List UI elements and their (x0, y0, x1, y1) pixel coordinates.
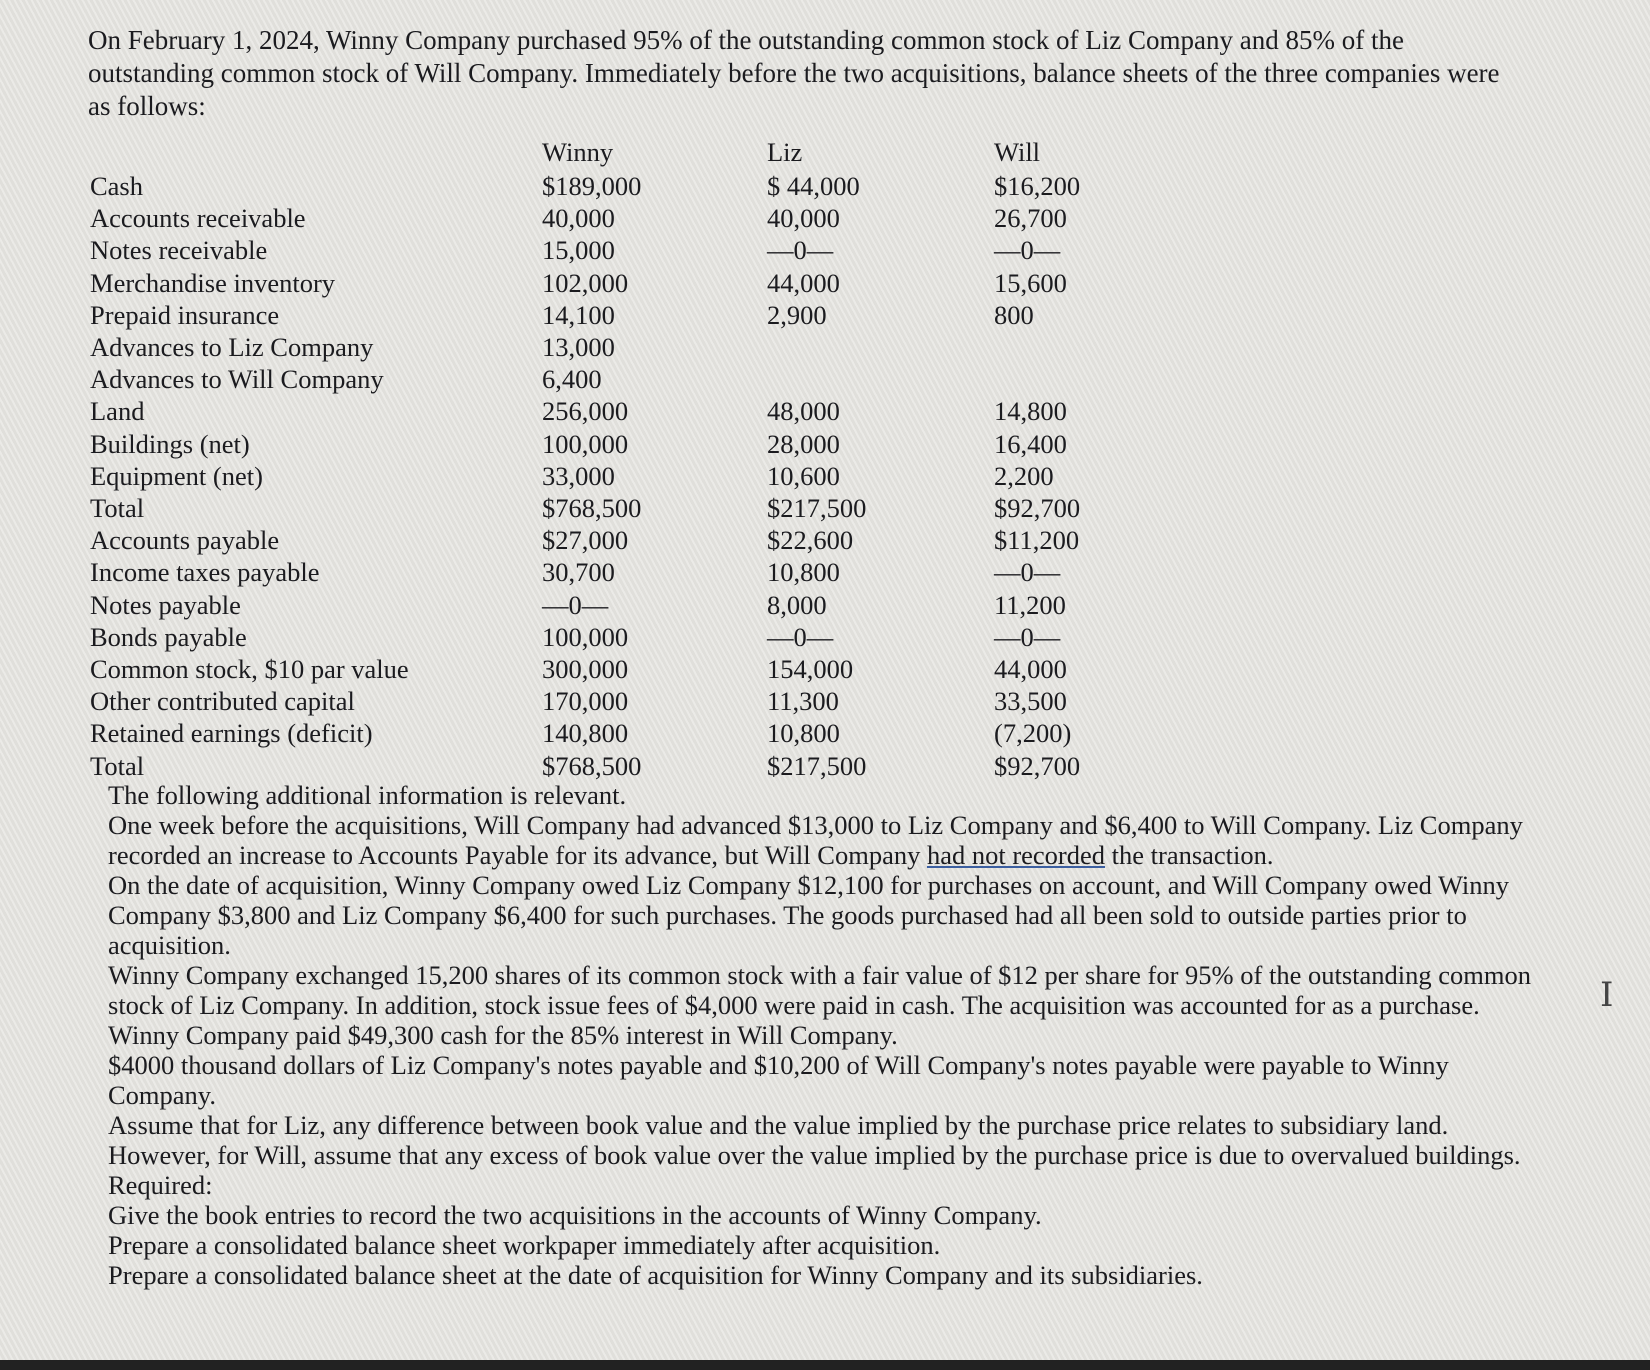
row-label: Total (90, 493, 145, 524)
balance-sheet-body (90, 170, 1144, 782)
row-label: Buildings (net) (90, 428, 250, 459)
row-label: Land (90, 396, 145, 427)
winny-value: $768,500 (542, 750, 642, 781)
row-label: Advances to Will Company (90, 364, 384, 395)
winny-value: 14,100 (542, 299, 615, 330)
row-label: Total (90, 750, 145, 781)
winny-value: 256,000 (542, 396, 629, 427)
additional-info (108, 780, 1548, 1290)
row-label: Merchandise inventory (90, 267, 336, 298)
liz-value: 154,000 (767, 654, 854, 685)
table-row (90, 621, 1144, 653)
header-winny: Winny (542, 137, 614, 167)
winny-value: 100,000 (542, 428, 629, 459)
required-item-3: Prepare a consolidated balance sheet at the date of acquisition for Winny Company and its subsidiaries. (108, 1260, 1203, 1290)
liz-value: $22,600 (767, 525, 854, 556)
info-liz-exchange: Winny Company exchanged 15,200 shares of its common stock with a fair value of $12 per share for 95% of the outstanding common stock of Liz Company. In addition, stock issue fees of $4,000 were paid in cash. The acquisition was accounted for as a purchase. (108, 960, 1531, 1020)
liz-value: 8,000 (767, 589, 827, 620)
balance-sheet-table (90, 134, 1144, 782)
required-item-2: Prepare a consolidated balance sheet workpaper immediately after acquisition. (108, 1230, 941, 1260)
winny-value: 30,700 (542, 557, 615, 588)
will-value: —0— (994, 557, 1061, 588)
row-label: Accounts payable (90, 525, 280, 556)
will-value: (7,200) (994, 718, 1072, 749)
winny-value: 6,400 (542, 364, 602, 395)
will-value: 14,800 (994, 396, 1067, 427)
table-row (90, 428, 1144, 460)
row-label: Retained earnings (deficit) (90, 718, 373, 749)
liz-value: —0— (767, 621, 834, 652)
liz-value: 2,900 (767, 299, 827, 330)
winny-value: 40,000 (542, 203, 615, 234)
table-row (90, 556, 1144, 588)
liz-value (767, 331, 994, 363)
will-value: —0— (994, 621, 1061, 652)
liz-value: $ 44,000 (767, 171, 860, 201)
liz-value: 11,300 (767, 686, 839, 717)
winny-value: 170,000 (542, 686, 629, 717)
table-row (90, 492, 1144, 524)
liz-value: 10,800 (767, 718, 840, 749)
intro-paragraph: On February 1, 2024, Winny Company purchased 95% of the outstanding common stock of Liz Company and 85% of the outstanding common stock of Will Company. Immediately before the two acquisitions, balance sheets of the three companies were as follows: (88, 25, 1500, 121)
will-value: 2,200 (994, 460, 1054, 491)
table-row (90, 170, 1144, 202)
table-row (90, 234, 1144, 266)
row-label: Notes payable (90, 589, 241, 620)
will-value: $16,200 (994, 171, 1081, 201)
table-row (90, 202, 1144, 234)
required-heading: Required: (108, 1170, 213, 1200)
will-value: $92,700 (994, 493, 1081, 524)
table-row (90, 299, 1144, 331)
liz-value: 40,000 (767, 203, 840, 234)
header-will: Will (994, 137, 1041, 167)
will-value: 33,500 (994, 686, 1067, 717)
table-row (90, 589, 1144, 621)
row-label: Notes receivable (90, 235, 268, 266)
liz-value: 48,000 (767, 396, 840, 427)
winny-value: 100,000 (542, 621, 629, 652)
liz-value: —0— (767, 235, 834, 266)
required-item-1: Give the book entries to record the two acquisitions in the accounts of Winny Company. (108, 1200, 1042, 1230)
row-label: Income taxes payable (90, 557, 320, 588)
table-row (90, 395, 1144, 427)
winny-value: 102,000 (542, 267, 629, 298)
table-row (90, 363, 1144, 395)
will-value: 26,700 (994, 203, 1067, 234)
liz-value: $217,500 (767, 750, 867, 781)
info-advances-end: the transaction. (1105, 840, 1274, 870)
info-notes-payable: $4000 thousand dollars of Liz Company's notes payable and $10,200 of Will Company's notes payable were payable to Winny Company. (108, 1050, 1449, 1110)
winny-value: 300,000 (542, 654, 629, 685)
liz-value: 10,600 (767, 460, 840, 491)
info-heading: The following additional information is relevant. (108, 780, 627, 810)
table-header-row (90, 134, 1144, 170)
header-label (90, 134, 542, 170)
row-label: Cash (90, 171, 143, 201)
will-value: 15,600 (994, 267, 1067, 298)
liz-value (767, 363, 994, 395)
screen-bottom-edge (0, 1360, 1650, 1370)
row-label: Advances to Liz Company (90, 332, 374, 363)
row-label: Bonds payable (90, 621, 247, 652)
winny-value: 140,800 (542, 718, 629, 749)
table-row (90, 717, 1144, 749)
will-value (994, 331, 1144, 363)
liz-value: 10,800 (767, 557, 840, 588)
header-liz: Liz (767, 137, 803, 167)
winny-value: $27,000 (542, 525, 629, 556)
table-row (90, 331, 1144, 363)
will-value: 800 (994, 299, 1034, 330)
row-label: Equipment (net) (90, 460, 263, 491)
row-label: Common stock, $10 par value (90, 654, 409, 685)
table-row (90, 460, 1144, 492)
text-cursor-icon: I (1600, 975, 1614, 1015)
table-row (90, 750, 1144, 782)
table-row (90, 524, 1144, 556)
info-intercompany-purchases: On the date of acquisition, Winny Company owed Liz Company $12,100 for purchases on account, and Will Company owed Winny Company $3,800 and Liz Company $6,400 for such purchases. The goods purchased had all been sold to outside parties prior to acquisition. (108, 870, 1510, 960)
will-value: —0— (994, 235, 1061, 266)
info-assumptions: Assume that for Liz, any difference between book value and the value implied by the purchase price relates to subsidiary land. However, for Will, assume that any excess of book value over the value implied by the purchase price is due to overvalued buildings. (108, 1110, 1521, 1170)
winny-value: —0— (542, 589, 609, 620)
will-value: 16,400 (994, 428, 1067, 459)
will-value: 44,000 (994, 654, 1067, 685)
will-value: $11,200 (994, 525, 1080, 556)
info-advances (108, 810, 1548, 870)
row-label: Prepaid insurance (90, 299, 280, 330)
winny-value: 15,000 (542, 235, 615, 266)
liz-value: $217,500 (767, 493, 867, 524)
winny-value: 13,000 (542, 332, 615, 363)
liz-value: 44,000 (767, 267, 840, 298)
will-value (994, 363, 1144, 395)
row-label: Accounts receivable (90, 203, 306, 234)
winny-value: $189,000 (542, 171, 642, 201)
table-row (90, 685, 1144, 717)
will-value: $92,700 (994, 750, 1081, 781)
will-value: 11,200 (994, 589, 1066, 620)
underlined-phrase: had not recorded (926, 840, 1106, 870)
table-row (90, 653, 1144, 685)
table-row (90, 267, 1144, 299)
liz-value: 28,000 (767, 428, 840, 459)
winny-value: 33,000 (542, 460, 615, 491)
winny-value: $768,500 (542, 493, 642, 524)
row-label: Other contributed capital (90, 686, 355, 717)
info-will-cash: Winny Company paid $49,300 cash for the 85% interest in Will Company. (108, 1020, 898, 1050)
info-advances-text: One week before the acquisitions, Will Company had advanced $13,000 to Liz Company and $6,400 to Will Company. Liz Company recorded an increase to Accounts Payable for its advance, but Will Company (108, 810, 1523, 870)
